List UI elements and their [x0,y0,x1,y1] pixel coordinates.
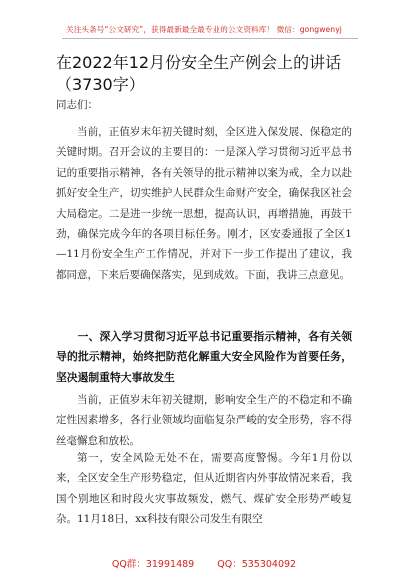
header-divider [62,38,358,39]
title-text: 在2022年12月份安全生产例会上的讲话 [56,53,342,72]
section-heading-1: 一、深入学习贯彻习近平总书记重要指示精神，各有关领导的批示精神，始终把防范化解重大安全风险作为首要任务，坚决遏制重特大事故发生 [56,330,352,384]
footer-qq-contact: QQ：535304092 [217,559,297,570]
header-banner: 关注头条号“公文研究”，获得最新最全最专业的公文资料库！ 微信：gongwenyj [66,25,342,34]
word-count: （3730字） [56,75,145,94]
footer-banner [0,556,408,570]
greeting: 同志们： [56,99,98,111]
footer-qq-group: QQ群：31991489 [111,559,195,570]
paragraph-intro: 当前，正值岁末年初关键时刻，全区进入保发展、保稳定的关键时期。召开会议的主要目的：一是深入学习贯彻习近平总书记的重要指示精神，各有关领导的批示精神以案为戒，全力以赴抓好安全生产，切实维护人民群众生命财产安全，确保我区社会大局稳定。二是进一步统一思想，提高认识，再增措施，再鼓干劲，确保完成今年的各项目标任务。刚才，区安委通报了全区1—11月份安全生产工作情况，并对下一步工作提出了建议，我都同意，下来后要确保落实，见到成效。下面，我讲三点意见。 [56,126,352,281]
paragraph-first-point: 第一，安全风险无处不在，需要高度警惕。今年1月份以来，全区安全生产形势稳定，但从近期省内外事故情况来看，我国个别地区和时段火灾事故频发，燃气、煤矿安全形势严峻复杂。11月18日，xx科技有限公司发生有限空 [56,452,352,526]
document-title [56,52,376,96]
paragraph-situation: 当前，正值岁末年初关键期，影响安全生产的不稳定和不确定性因素增多，各行业领域均面临复杂严峻的安全形势，容不得丝毫懈怠和放松。 [56,394,352,447]
